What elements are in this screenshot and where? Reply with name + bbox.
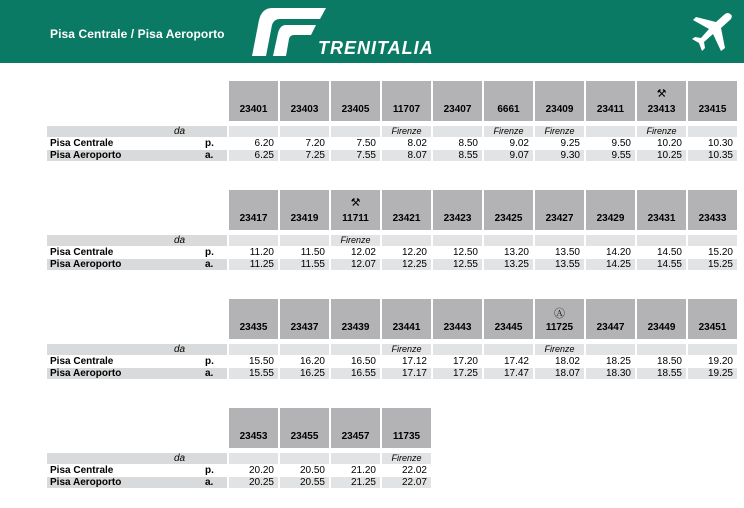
train-number: 23447 [596, 322, 625, 333]
destination-station: Pisa Aeroporto [50, 259, 122, 270]
arrival-time: 20.25 [248, 477, 274, 488]
train-column-header [586, 190, 635, 230]
train-column-header [433, 190, 482, 230]
arrival-time: 12.55 [452, 259, 478, 270]
train-column-header [688, 190, 737, 230]
timetable-block [0, 299, 744, 399]
train-column-header [637, 299, 686, 339]
train-origin [280, 126, 329, 137]
departure-time: 11.50 [300, 247, 325, 258]
train-number: 23415 [698, 104, 727, 115]
departure-time: 10.30 [707, 138, 733, 149]
arrival-time: 22.07 [401, 477, 427, 488]
train-number: 23437 [290, 322, 319, 333]
train-column-header [280, 81, 329, 121]
train-origin [586, 126, 635, 137]
train-origin [331, 344, 380, 355]
train-number: 6661 [497, 104, 520, 115]
train-column-header [484, 81, 533, 121]
train-origin [229, 126, 278, 137]
station-label-bg [47, 126, 227, 137]
train-number: 23455 [290, 431, 319, 442]
departure-time: 15.20 [707, 247, 733, 258]
train-column-header [535, 190, 584, 230]
train-number: 23457 [341, 431, 370, 442]
train-origin [433, 126, 482, 137]
arrival-mark: a. [205, 477, 214, 488]
arrival-time: 12.07 [350, 259, 376, 270]
from-label: da [174, 126, 186, 137]
departure-time: 13.50 [554, 247, 580, 258]
arrival-time: 16.25 [299, 368, 325, 379]
departure-time: 15.50 [248, 356, 274, 367]
departure-time: 10.20 [656, 138, 682, 149]
train-number: 11711 [342, 213, 369, 224]
destination-station: Pisa Aeroporto [50, 368, 122, 379]
train-origin [433, 235, 482, 246]
departure-time: 13.20 [503, 247, 529, 258]
train-column-header [331, 190, 380, 230]
train-column-header [535, 299, 584, 339]
train-column-header [331, 81, 380, 121]
departure-time: 8.50 [458, 138, 478, 149]
arrival-time: 7.55 [356, 150, 376, 161]
arrival-time: 17.47 [503, 368, 529, 379]
train-origin [688, 344, 737, 355]
departure-mark: p. [205, 356, 214, 367]
arrival-time: 18.30 [605, 368, 631, 379]
arrival-time: 13.25 [503, 259, 529, 270]
train-origin [484, 344, 533, 355]
train-number: 23431 [647, 213, 676, 224]
train-number: 23425 [494, 213, 523, 224]
train-origin [280, 453, 329, 464]
arrival-time: 9.55 [611, 150, 631, 161]
train-origin: Firenze [646, 126, 677, 136]
arrival-time: 16.55 [350, 368, 376, 379]
arrival-time: 8.55 [458, 150, 478, 161]
train-number: 23451 [698, 322, 727, 333]
departure-time: 17.12 [401, 356, 427, 367]
train-number: 23427 [545, 213, 574, 224]
train-column-header [229, 299, 278, 339]
header-bar [0, 0, 744, 63]
train-origin [280, 344, 329, 355]
train-origin: Firenze [391, 344, 422, 354]
arrival-time: 17.25 [452, 368, 478, 379]
station-label-bg [47, 344, 227, 355]
departure-time: 18.50 [656, 356, 682, 367]
departure-time: 18.02 [554, 356, 580, 367]
train-column-header [637, 190, 686, 230]
arrival-time: 6.25 [254, 150, 274, 161]
origin-station: Pisa Centrale [50, 138, 114, 149]
train-number: 11707 [392, 104, 421, 115]
arrival-time: 17.17 [401, 368, 427, 379]
departure-time: 12.02 [350, 247, 376, 258]
train-column-header [586, 299, 635, 339]
train-number: 11735 [392, 431, 421, 442]
departure-time: 22.02 [401, 465, 427, 476]
train-number: 23407 [443, 104, 472, 115]
train-number: 23421 [392, 213, 421, 224]
train-column-header [280, 299, 329, 339]
train-origin: Firenze [544, 344, 575, 354]
departure-time: 21.20 [350, 465, 376, 476]
train-number: 23413 [647, 104, 676, 115]
departure-time: 7.20 [305, 138, 325, 149]
train-column-header [280, 408, 329, 448]
arrival-time: 15.55 [248, 368, 274, 379]
airplane-icon [690, 10, 734, 52]
train-number: 23443 [443, 322, 472, 333]
train-column-header [688, 81, 737, 121]
departure-time: 7.50 [356, 138, 376, 149]
train-number: 23429 [596, 213, 625, 224]
train-number: 23453 [239, 431, 268, 442]
arrival-time: 9.30 [560, 150, 580, 161]
train-column-header [586, 81, 635, 121]
train-origin [331, 453, 380, 464]
train-number: 23411 [596, 104, 625, 115]
train-number: 23423 [443, 213, 472, 224]
train-number: 23439 [341, 322, 370, 333]
train-column-header [484, 299, 533, 339]
departure-time: 11.20 [249, 247, 274, 258]
train-column-header [382, 190, 431, 230]
train-number: 23417 [239, 213, 268, 224]
arrival-time: 9.07 [509, 150, 529, 161]
departure-time: 18.25 [605, 356, 631, 367]
train-column-header [280, 190, 329, 230]
train-column-header [229, 190, 278, 230]
arrival-mark: a. [205, 368, 214, 379]
origin-station: Pisa Centrale [50, 247, 114, 258]
arrival-time: 10.35 [707, 150, 733, 161]
departure-time: 12.20 [401, 247, 427, 258]
train-origin [382, 235, 431, 246]
timetable-block [0, 81, 744, 181]
train-column-header [433, 81, 482, 121]
arrival-time: 20.55 [299, 477, 325, 488]
train-number: 23419 [290, 213, 319, 224]
train-origin [229, 235, 278, 246]
train-number: 23409 [545, 104, 574, 115]
timetable-block [0, 190, 744, 290]
train-number: 23441 [392, 322, 421, 333]
train-origin [586, 235, 635, 246]
train-origin: Firenze [544, 126, 575, 136]
arrival-time: 18.07 [554, 368, 580, 379]
departure-time: 9.25 [560, 138, 580, 149]
departure-time: 14.50 [656, 247, 682, 258]
train-number: 23405 [341, 104, 370, 115]
train-column-header [382, 299, 431, 339]
train-column-header [382, 408, 431, 448]
departure-time: 17.42 [503, 356, 529, 367]
arrival-time: 15.25 [707, 259, 733, 270]
train-origin [229, 453, 278, 464]
departure-time: 17.20 [452, 356, 478, 367]
departure-time: 20.20 [248, 465, 274, 476]
train-service-icon: Ⓐ [554, 308, 565, 320]
arrival-time: 14.55 [656, 259, 682, 270]
departure-time: 6.20 [254, 138, 274, 149]
departure-time: 9.02 [509, 138, 529, 149]
origin-station: Pisa Centrale [50, 465, 114, 476]
train-origin [688, 126, 737, 137]
arrival-time: 11.25 [249, 259, 274, 270]
train-number: 23403 [290, 104, 319, 115]
train-number: 23449 [647, 322, 676, 333]
arrival-mark: a. [205, 259, 214, 270]
station-label-bg [47, 453, 227, 464]
train-column-header [637, 81, 686, 121]
train-number: 23435 [239, 322, 268, 333]
departure-mark: p. [205, 138, 214, 149]
train-column-header [331, 408, 380, 448]
train-column-header [229, 81, 278, 121]
from-label: da [174, 344, 186, 355]
arrival-time: 10.25 [656, 150, 682, 161]
train-column-header [382, 81, 431, 121]
arrival-time: 21.25 [350, 477, 376, 488]
train-origin [229, 344, 278, 355]
train-origin: Firenze [391, 453, 422, 463]
destination-station: Pisa Aeroporto [50, 150, 122, 161]
train-origin [535, 235, 584, 246]
arrival-time: 12.25 [401, 259, 427, 270]
train-number: 23401 [239, 104, 268, 115]
destination-station: Pisa Aeroporto [50, 477, 122, 488]
origin-station: Pisa Centrale [50, 356, 114, 367]
timetable-block [0, 408, 744, 508]
train-column-header [535, 81, 584, 121]
train-origin: Firenze [391, 126, 422, 136]
station-label-bg [47, 235, 227, 246]
departure-time: 16.20 [299, 356, 325, 367]
train-origin [280, 235, 329, 246]
arrival-time: 11.55 [300, 259, 325, 270]
train-origin [484, 235, 533, 246]
train-column-header [688, 299, 737, 339]
departure-time: 14.20 [605, 247, 631, 258]
brand-name: TRENITALIA [318, 38, 434, 58]
train-number: 11725 [545, 322, 574, 333]
train-origin [637, 344, 686, 355]
train-origin [433, 344, 482, 355]
arrival-time: 7.25 [305, 150, 325, 161]
train-origin [688, 235, 737, 246]
train-number: 23433 [698, 213, 727, 224]
departure-mark: p. [205, 247, 214, 258]
route-title: Pisa Centrale / Pisa Aeroporto [50, 27, 225, 41]
departure-time: 20.50 [299, 465, 325, 476]
arrival-time: 14.25 [605, 259, 631, 270]
train-origin: Firenze [340, 235, 371, 245]
departure-time: 12.50 [452, 247, 478, 258]
departure-time: 8.02 [407, 138, 427, 149]
arrival-time: 13.55 [554, 259, 580, 270]
train-column-header [433, 299, 482, 339]
train-origin [331, 126, 380, 137]
train-column-header [229, 408, 278, 448]
train-service-icon: ⚒ [350, 197, 361, 209]
from-label: da [174, 235, 186, 246]
arrival-time: 18.55 [656, 368, 682, 379]
departure-time: 16.50 [350, 356, 376, 367]
arrival-time: 8.07 [407, 150, 427, 161]
departure-time: 19.20 [707, 356, 733, 367]
train-origin [586, 344, 635, 355]
departure-time: 9.50 [611, 138, 631, 149]
train-number: 23445 [494, 322, 523, 333]
arrival-mark: a. [205, 150, 214, 161]
train-origin: Firenze [493, 126, 524, 136]
train-column-header [331, 299, 380, 339]
departure-mark: p. [205, 465, 214, 476]
train-service-icon: ⚒ [656, 88, 667, 100]
train-column-header [484, 190, 533, 230]
from-label: da [174, 453, 186, 464]
train-origin [637, 235, 686, 246]
arrival-time: 19.25 [707, 368, 733, 379]
